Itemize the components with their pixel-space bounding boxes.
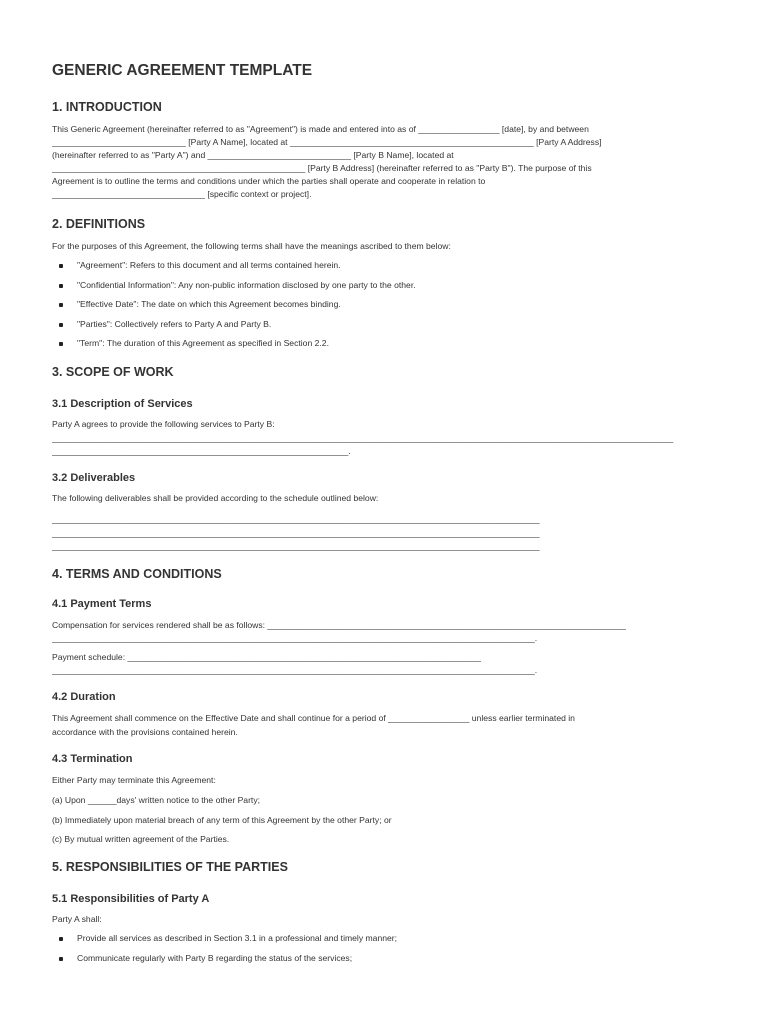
bullet-icon <box>59 342 63 346</box>
intro-line-6: ________________________________ [specific context or project]. <box>52 189 312 199</box>
duration-line-1: This Agreement shall commence on the Effective Date and shall continue for a period of _________________ unless earlier terminated in <box>52 713 575 723</box>
termination-line-2: (a) Upon ______days' written notice to the other Party; <box>52 795 261 805</box>
deliverables-blank-line-2: ______________________________________________________________________________________________________ <box>52 528 540 538</box>
deliverables-intro: The following deliverables shall be provided according to the schedule outlined below: <box>52 493 379 503</box>
intro-line-4: _____________________________________________________ [Party B Address] (hereinafter referred to as "Party B"). The purpose of this <box>52 163 592 173</box>
services-blank-line-1: __________________________________________________________________________________________________________________________________ <box>52 433 674 443</box>
intro-line-1: This Generic Agreement (hereinafter referred to as "Agreement") is made and entered into as of _________________ [date], by and between <box>52 124 589 134</box>
bullet-icon <box>59 957 63 961</box>
payment-line-4: _____________________________________________________________________________________________________. <box>52 665 538 675</box>
section-3-heading: 3. SCOPE OF WORK <box>52 365 174 379</box>
definitions-intro: For the purposes of this Agreement, the following terms shall have the meanings ascribed to them below: <box>52 241 451 251</box>
bullet-icon <box>59 937 63 941</box>
deliverables-blank-line-1: ______________________________________________________________________________________________________ <box>52 514 540 524</box>
services-intro: Party A agrees to provide the following services to Party B: <box>52 419 275 429</box>
list-item-text: Provide all services as described in Section 3.1 in a professional and timely manner; <box>77 933 398 943</box>
subsection-4-1-heading: 4.1 Payment Terms <box>52 598 152 610</box>
bullet-icon <box>59 264 63 268</box>
subsection-3-2-heading: 3.2 Deliverables <box>52 472 136 484</box>
section-4-heading: 4. TERMS AND CONDITIONS <box>52 567 222 581</box>
subsection-5-1-heading: 5.1 Responsibilities of Party A <box>52 893 210 905</box>
party-a-intro: Party A shall: <box>52 914 102 924</box>
termination-line-3: (b) Immediately upon material breach of any term of this Agreement by the other Party; or <box>52 815 392 825</box>
deliverables-blank-line-3: ______________________________________________________________________________________________________ <box>52 541 540 551</box>
list-item-text: "Agreement": Refers to this document and all terms contained herein. <box>77 260 341 270</box>
section-2-heading: 2. DEFINITIONS <box>52 217 146 231</box>
payment-line-3: Payment schedule: __________________________________________________________________________ <box>52 652 482 662</box>
intro-line-5: Agreement is to outline the terms and conditions under which the parties shall operate and cooperate in relation to <box>52 176 486 186</box>
document-title: GENERIC AGREEMENT TEMPLATE <box>52 62 313 79</box>
bullet-icon <box>59 303 63 307</box>
intro-line-3: (hereinafter referred to as "Party A") and ______________________________ [Party B Name], located at <box>52 150 454 160</box>
bullet-icon <box>59 284 63 288</box>
payment-line-2: _____________________________________________________________________________________________________. <box>52 633 538 643</box>
termination-line-4: (c) By mutual written agreement of the Parties. <box>52 834 230 844</box>
section-5-heading: 5. RESPONSIBILITIES OF THE PARTIES <box>52 860 288 874</box>
list-item-text: "Parties": Collectively refers to Party A and Party B. <box>77 319 272 329</box>
list-item-text: "Effective Date": The date on which this Agreement becomes binding. <box>77 299 341 309</box>
payment-line-1: Compensation for services rendered shall be as follows: ___________________________________________________________________________ <box>52 620 626 630</box>
termination-line-1: Either Party may terminate this Agreement: <box>52 775 216 785</box>
subsection-4-3-heading: 4.3 Termination <box>52 753 133 765</box>
list-item-text: "Term": The duration of this Agreement as specified in Section 2.2. <box>77 338 329 348</box>
services-blank-line-2: ______________________________________________________________. <box>52 446 351 456</box>
duration-line-2: accordance with the provisions contained herein. <box>52 727 238 737</box>
subsection-4-2-heading: 4.2 Duration <box>52 691 116 703</box>
section-1-heading: 1. INTRODUCTION <box>52 100 162 114</box>
bullet-icon <box>59 323 63 327</box>
subsection-3-1-heading: 3.1 Description of Services <box>52 398 193 410</box>
list-item-text: Communicate regularly with Party B regarding the status of the services; <box>77 953 353 963</box>
intro-line-2: ____________________________ [Party A Name], located at ___________________________________________________ [Party A Address] <box>52 137 602 147</box>
list-item-text: "Confidential Information": Any non-public information disclosed by one party to the other. <box>77 280 416 290</box>
